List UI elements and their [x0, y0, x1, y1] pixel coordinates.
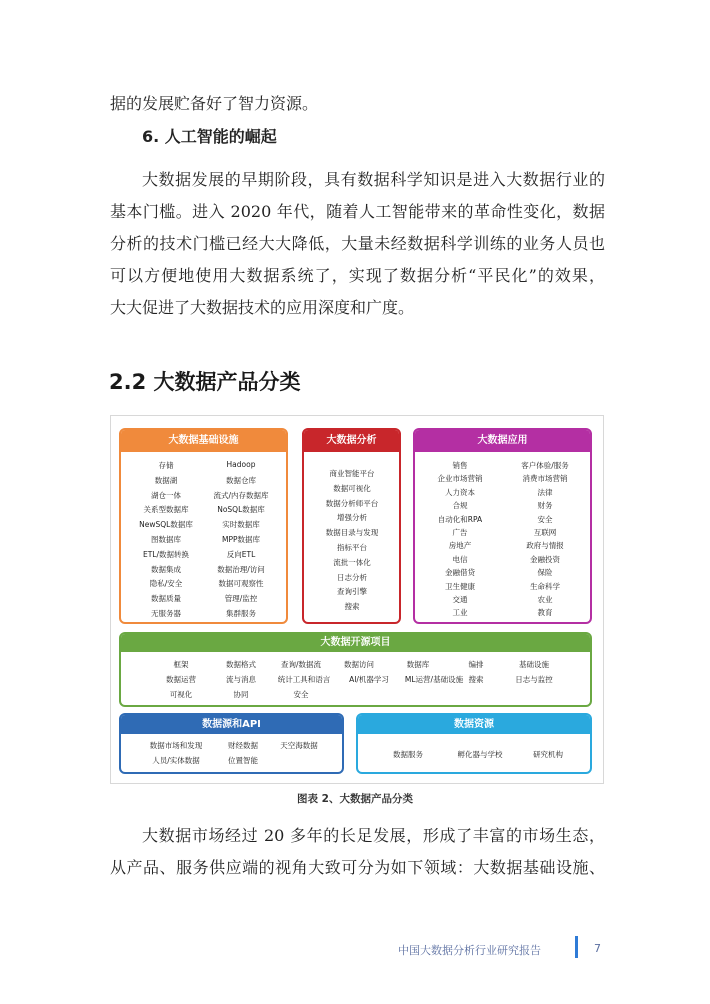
text-line: 大大促进了大数据技术的应用深度和广度。 [110, 298, 415, 317]
category-item: 政府与情报 [526, 541, 564, 551]
category-item: 房地产 [448, 541, 472, 551]
section-title: 2.2 大数据产品分类 [109, 370, 301, 394]
category-item: 基础设施 [519, 660, 549, 669]
category-item: 消费市场营销 [522, 474, 568, 484]
category-item: 销售 [452, 461, 468, 470]
category-item: MPP数据库 [221, 535, 261, 544]
category-item: 集群服务 [226, 609, 256, 618]
category-item: 安全 [293, 690, 309, 699]
text-line: 从产品、服务供应端的视角大致可分为如下领域：大数据基础设施、 [110, 858, 605, 877]
category-item: 互联网 [533, 528, 557, 537]
figure-caption: 图表 2、大数据产品分类 [297, 793, 413, 805]
category-item: 交通 [452, 595, 468, 604]
category-item: 数据访问 [344, 660, 374, 669]
category-item: 金融投资 [530, 554, 560, 564]
category-item: 数据目录与发现 [325, 528, 379, 538]
category-item: 反向ETL [226, 549, 256, 559]
category-item: 数据库 [406, 660, 430, 669]
category-item: NewSQL数据库 [139, 520, 193, 530]
category-item: 实时数据库 [222, 520, 260, 530]
category-item: 搜索 [344, 602, 360, 612]
category-item: 安全 [537, 514, 553, 524]
sources-box [119, 713, 344, 774]
category-item: 合规 [452, 501, 468, 511]
category-item: 图数据库 [151, 535, 181, 544]
category-item: 协同 [233, 690, 249, 699]
category-item: 研究机构 [533, 750, 563, 759]
category-item: 关系型数据库 [143, 505, 189, 515]
footer-divider [575, 936, 578, 958]
category-item: 位置智能 [228, 756, 258, 765]
subheading-ai-rise: 6. 人工智能的崛起 [142, 127, 277, 146]
category-item: 财务 [537, 501, 553, 511]
text-line: 基本门槛。进入 2020 年代，随着人工智能带来的革命性变化，数据 [110, 202, 605, 221]
category-item: 搜索 [468, 675, 484, 684]
category-item: 教育 [537, 608, 553, 618]
category-item: 数据湖 [154, 475, 178, 485]
category-item: 存储 [158, 461, 174, 470]
page-number: 7 [594, 942, 601, 955]
analytics-box [302, 428, 401, 624]
text-line: 分析的技术门槛已经大大降低，大量未经数据科学训练的业务人员也 [110, 234, 605, 253]
text-line: 大数据发展的早期阶段，具有数据科学知识是进入大数据行业的 [142, 170, 605, 189]
opensource-box [119, 632, 592, 707]
category-item: 数据治理/访问 [217, 564, 265, 574]
paragraph-market [110, 820, 605, 884]
category-item: 日志分析 [337, 572, 367, 582]
product-classification-figure [110, 415, 604, 784]
category-item: 数据市场和发现 [149, 741, 203, 750]
category-item: 流式/内存数据库 [213, 490, 269, 500]
category-item: 查询/数据流 [280, 660, 322, 669]
category-item: 工业 [452, 608, 468, 618]
category-item: 数据仓库 [226, 475, 256, 485]
analytics-title: 大数据分析 [304, 430, 399, 452]
category-item: 管理/监控 [224, 594, 258, 604]
opensource-title: 大数据开源项目 [121, 634, 590, 652]
text-line: 可以方便地使用大数据系统了，实现了数据分析“平民化”的效果， [110, 266, 605, 285]
category-item: 统计工具和语言 [277, 675, 331, 684]
category-item: ML运营/基础设施 [404, 675, 464, 684]
resources-box [356, 713, 592, 774]
category-item: 卫生健康 [445, 581, 475, 591]
category-item: 财经数据 [228, 741, 258, 750]
category-item: 流与消息 [226, 675, 256, 684]
apps-title: 大数据应用 [415, 430, 590, 452]
category-item: 可视化 [169, 690, 193, 699]
category-item: 流批一体化 [333, 557, 371, 567]
sources-title: 数据源和API [121, 715, 342, 734]
category-item: 人员/实体数据 [152, 756, 200, 765]
category-item: 日志与监控 [515, 675, 553, 684]
category-item: 自动化和RPA [437, 514, 483, 524]
category-item: NoSQL数据库 [217, 505, 265, 515]
category-item: 商业智能平台 [329, 469, 375, 478]
category-item: 金融借贷 [445, 568, 475, 578]
category-item: 数据运营 [166, 675, 196, 684]
category-item: 指标平台 [337, 543, 367, 552]
footer-report-title: 中国大数据分析行业研究报告 [398, 944, 541, 957]
category-item: AI/机器学习 [349, 675, 389, 684]
category-item: 隐私/安全 [149, 579, 183, 589]
paragraph-intro-tail [110, 88, 605, 120]
category-item: 人力资本 [445, 487, 475, 497]
category-item: 框架 [173, 660, 189, 669]
category-item: 湖仓一体 [151, 490, 181, 500]
category-item: 孵化器与学校 [457, 750, 503, 759]
category-item: Hadoop [226, 460, 256, 469]
category-item: 数据集成 [151, 564, 181, 574]
category-item: 法律 [537, 487, 553, 497]
infra-title: 大数据基础设施 [121, 430, 286, 452]
apps-box [413, 428, 592, 624]
category-item: 编排 [468, 660, 484, 669]
category-item: 企业市场营销 [437, 474, 483, 484]
text-line: 据的发展贮备好了智力资源。 [110, 94, 319, 113]
category-item: 查询引擎 [337, 587, 367, 597]
category-item: 电信 [452, 554, 468, 564]
category-item: 天空海数据 [280, 741, 318, 750]
category-item: 数据质量 [151, 594, 181, 604]
text-line: 大数据市场经过 20 多年的长足发展，形成了丰富的市场生态， [142, 826, 605, 845]
category-item: 农业 [537, 595, 553, 604]
category-item: 保险 [537, 568, 553, 578]
category-item: 客户体验/服务 [521, 461, 569, 470]
category-item: 数据格式 [226, 660, 256, 669]
category-item: 生命科学 [530, 581, 560, 591]
paragraph-ai [110, 164, 605, 324]
category-item: 数据分析师平台 [325, 498, 379, 508]
category-item: 数据可视化 [333, 483, 371, 493]
resources-title: 数据资源 [358, 715, 590, 734]
category-item: 数据可观察性 [218, 579, 264, 589]
category-item: 广告 [452, 528, 468, 537]
category-item: 数据服务 [393, 750, 423, 759]
category-item: 无服务器 [151, 609, 181, 618]
infra-box [119, 428, 288, 624]
category-item: 增强分析 [337, 513, 367, 523]
category-item: ETL/数据转换 [142, 549, 190, 559]
